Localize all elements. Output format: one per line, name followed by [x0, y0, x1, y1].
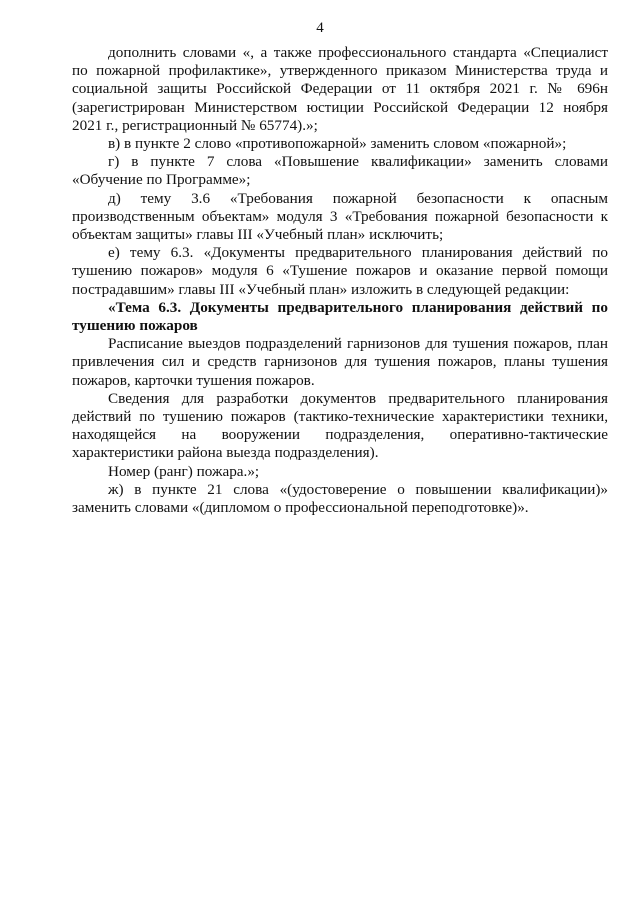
paragraph-fire-rank: Номер (ранг) пожара.»;	[108, 462, 260, 480]
paragraph-item-d: д) тему 3.6 «Требования пожарной безопасности к опасным производственным объектам» модуля 3 «Требования пожарной безопасности к объектам защиты» главы III «Учебный план» исключить;	[72, 189, 608, 244]
page-number: 4	[316, 20, 324, 36]
paragraph-item-g: г) в пункте 7 слова «Повышение квалификации» заменить словами «Обучение по Программе»;	[72, 153, 608, 189]
document-body	[72, 44, 608, 517]
paragraph-item-v: в) в пункте 2 слово «противопожарной» заменить словом «пожарной»;	[108, 135, 567, 153]
paragraph-amendment-continuation: дополнить словами «, а также профессионального стандарта «Специалист по пожарной профилактике», утвержденного приказом Министерства труда и социальной защиты Российской Федерации от 11 октября 2021 г. № 696н (зарегистрирован Министерством юстиции Российской Федерации 12 ноября 2021 г., регистрационный № 65774).»;	[72, 44, 608, 134]
paragraph-item-zh: ж) в пункте 21 слова «(удостоверение о повышении квалификации)» заменить словами «(дипломом о профессиональной переподготовке)».	[72, 480, 608, 517]
paragraph-item-e: е) тему 6.3. «Документы предварительного планирования действий по тушению пожаров» модуля 6 «Тушение пожаров и оказание первой помощи пострадавшим» главы III «Учебный план» изложить в следующей редакции:	[72, 244, 608, 298]
paragraph-topic-schedule: Расписание выездов подразделений гарнизонов для тушения пожаров, план привлечения сил и средств гарнизонов для тушения пожаров, планы тушения пожаров, карточки тушения пожаров.	[72, 335, 608, 389]
paragraph-topic-data: Сведения для разработки документов предварительного планирования действий по тушению пожаров (тактико-технические характеристики техники, находящейся на вооружении подразделения, оперативно-тактические характеристики района выезда подразделения).	[72, 389, 608, 462]
topic-heading: «Тема 6.3. Документы предварительного планирования действий по тушению пожаров	[72, 298, 608, 335]
